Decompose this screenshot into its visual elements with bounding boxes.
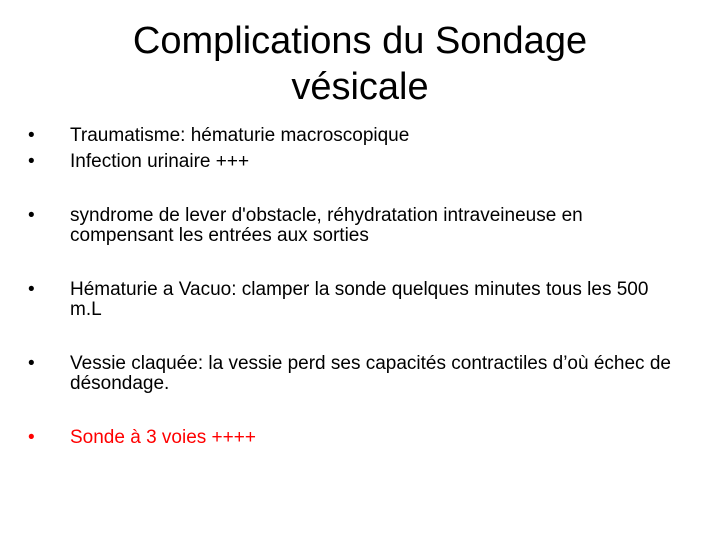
bullet-text: Sonde à 3 voies ++++	[70, 427, 256, 448]
bullet-icon: •	[28, 353, 35, 374]
bullet-icon: •	[28, 205, 35, 226]
bullet-item	[28, 126, 678, 146]
bullet-icon: •	[28, 279, 35, 300]
slide-title-line-1: Complications du Sondage	[132, 20, 588, 62]
bullet-text: Vessie claquée: la vessie perd ses capacités contractiles d’où échec de désondage.	[70, 353, 671, 394]
bullet-icon: •	[28, 427, 35, 448]
bullet-text: syndrome de lever d'obstacle, réhydratation intraveineuse en compensant les entrées aux sorties	[70, 205, 583, 246]
bullet-item	[28, 206, 678, 246]
bullet-text: Hématurie a Vacuo: clamper la sonde quelques minutes tous les 500 m.L	[70, 279, 649, 320]
bullet-item	[28, 152, 678, 172]
bullet-list	[28, 126, 678, 448]
bullet-icon: •	[28, 151, 35, 172]
bullet-item-highlight	[28, 428, 678, 448]
bullet-item	[28, 280, 678, 320]
bullet-text: Traumatisme: hématurie macroscopique	[70, 125, 410, 146]
bullet-item	[28, 354, 678, 394]
slide-title-line-2: vésicale	[291, 66, 429, 108]
slide-title	[60, 18, 660, 110]
bullet-text: Infection urinaire +++	[70, 151, 250, 172]
bullet-icon: •	[28, 125, 35, 146]
